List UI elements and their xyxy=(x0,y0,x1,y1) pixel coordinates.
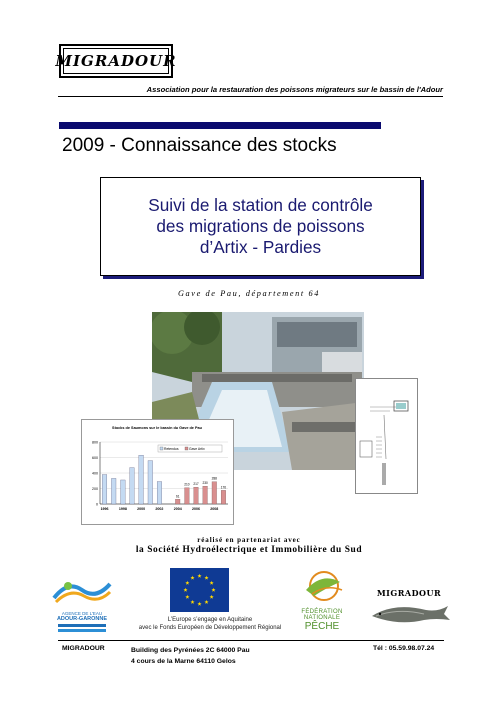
eu-line-1: L’Europe s’engage en Aquitaine xyxy=(167,617,253,623)
footer-org: MIGRADOUR xyxy=(62,645,105,652)
bar-artix xyxy=(212,482,217,504)
x-tick-label: 2008 xyxy=(210,507,219,511)
footer-address-1: Building des Pyrénées 2C 64000 Pau xyxy=(131,647,250,654)
eu-caption xyxy=(110,616,310,632)
y-tick-label: 400 xyxy=(92,471,98,476)
migradour-small-logo xyxy=(364,588,454,630)
bar-retendus xyxy=(157,482,162,504)
eu-line-2: avec le Fonds Européen de Développement Régional xyxy=(138,625,282,631)
x-tick-label: 2004 xyxy=(173,507,182,511)
bar-retendus xyxy=(148,461,153,504)
bar-retendus xyxy=(102,475,107,504)
federation-line-1: FÉDÉRATION xyxy=(301,609,343,615)
y-tick-label: 600 xyxy=(92,455,98,460)
bar-retendus xyxy=(130,468,135,504)
data-label: 230 xyxy=(202,481,208,486)
eu-star xyxy=(210,581,214,585)
federation-peche-logo xyxy=(292,570,352,636)
page-title: 2009 - Connaissance des stocks xyxy=(62,135,337,156)
logo-text: MIGRADOUR xyxy=(63,48,169,74)
eu-star xyxy=(197,574,201,578)
eu-flag xyxy=(170,568,229,612)
bar-artix xyxy=(221,490,226,504)
subtitle-line-1: Suivi de la station de contrôle xyxy=(148,195,373,215)
subtitle-line-3: d’Artix - Pardies xyxy=(199,237,322,257)
footer-phone: Tél : 05.59.98.07.24 xyxy=(373,645,435,652)
partnership-intro: réalisé en partenariat avec xyxy=(197,536,301,544)
eu-star xyxy=(190,576,194,580)
eu-star xyxy=(204,576,208,580)
data-label: 288 xyxy=(211,476,217,481)
bar-artix xyxy=(175,499,180,504)
data-label: 217 xyxy=(193,482,199,487)
eu-star xyxy=(190,600,194,604)
federation-line-3: PÊCHE xyxy=(304,621,340,632)
data-label: 210 xyxy=(184,482,190,487)
federation-line-2: NATIONALE xyxy=(303,615,341,621)
migradour-small-text: MIGRADOUR xyxy=(376,588,442,598)
footer-address xyxy=(131,645,250,667)
legend-label-artix: Gave Artix xyxy=(189,447,205,451)
subtitle-box xyxy=(100,177,421,276)
eu-star xyxy=(183,588,187,592)
location-caption: Gave de Pau, département 64 xyxy=(177,289,321,298)
footer-address-2: 4 cours de la Marne 64110 Gelos xyxy=(131,658,236,665)
legend-swatch-retendus xyxy=(160,447,163,450)
bar-artix xyxy=(194,487,199,504)
association-tagline: Association pour la restauration des poissons migrateurs sur le bassin de l'Adour xyxy=(58,85,443,97)
agence-decor xyxy=(58,624,106,627)
bar-retendus xyxy=(139,455,144,504)
eu-star xyxy=(185,581,189,585)
station-diagram xyxy=(355,378,418,494)
partner-name: la Société Hydroélectrique et Immobilière du Sud xyxy=(135,545,363,555)
salmon-chart xyxy=(81,419,234,525)
data-label: 61 xyxy=(175,494,180,499)
legend-swatch-artix xyxy=(185,447,188,450)
legend-label-retendus: Retendus xyxy=(164,447,179,451)
eu-star xyxy=(210,595,214,599)
subtitle-line-2: des migrations de poissons xyxy=(156,216,365,236)
bar-retendus xyxy=(111,478,116,504)
agence-decor-2 xyxy=(58,629,106,632)
bar-retendus xyxy=(121,480,126,504)
eu-star xyxy=(185,595,189,599)
migradour-logo xyxy=(55,44,177,78)
y-tick-label: 800 xyxy=(92,440,98,445)
bar-artix xyxy=(185,488,190,504)
x-tick-label: 2006 xyxy=(192,507,200,511)
y-tick-label: 0 xyxy=(96,502,98,507)
footer-divider xyxy=(58,640,444,641)
x-tick-label: 2002 xyxy=(155,507,164,511)
eu-star xyxy=(197,602,201,606)
x-tick-label: 2000 xyxy=(137,507,146,511)
agence-eau-logo xyxy=(50,574,114,634)
eu-star xyxy=(211,588,215,592)
title-bar xyxy=(59,122,381,129)
data-label: 176 xyxy=(220,485,227,490)
y-tick-label: 200 xyxy=(92,486,98,491)
chart-title: Stocks de Saumons sur le bassin du Gave de Pau xyxy=(112,426,202,430)
x-tick-label: 1998 xyxy=(118,507,127,511)
x-tick-label: 1996 xyxy=(100,507,109,511)
agence-line-2: ADOUR-GARONNE xyxy=(56,616,108,622)
eu-star xyxy=(204,600,208,604)
bar-artix xyxy=(203,486,208,504)
agence-line-1: AGENCE DE L'EAU xyxy=(61,611,103,616)
